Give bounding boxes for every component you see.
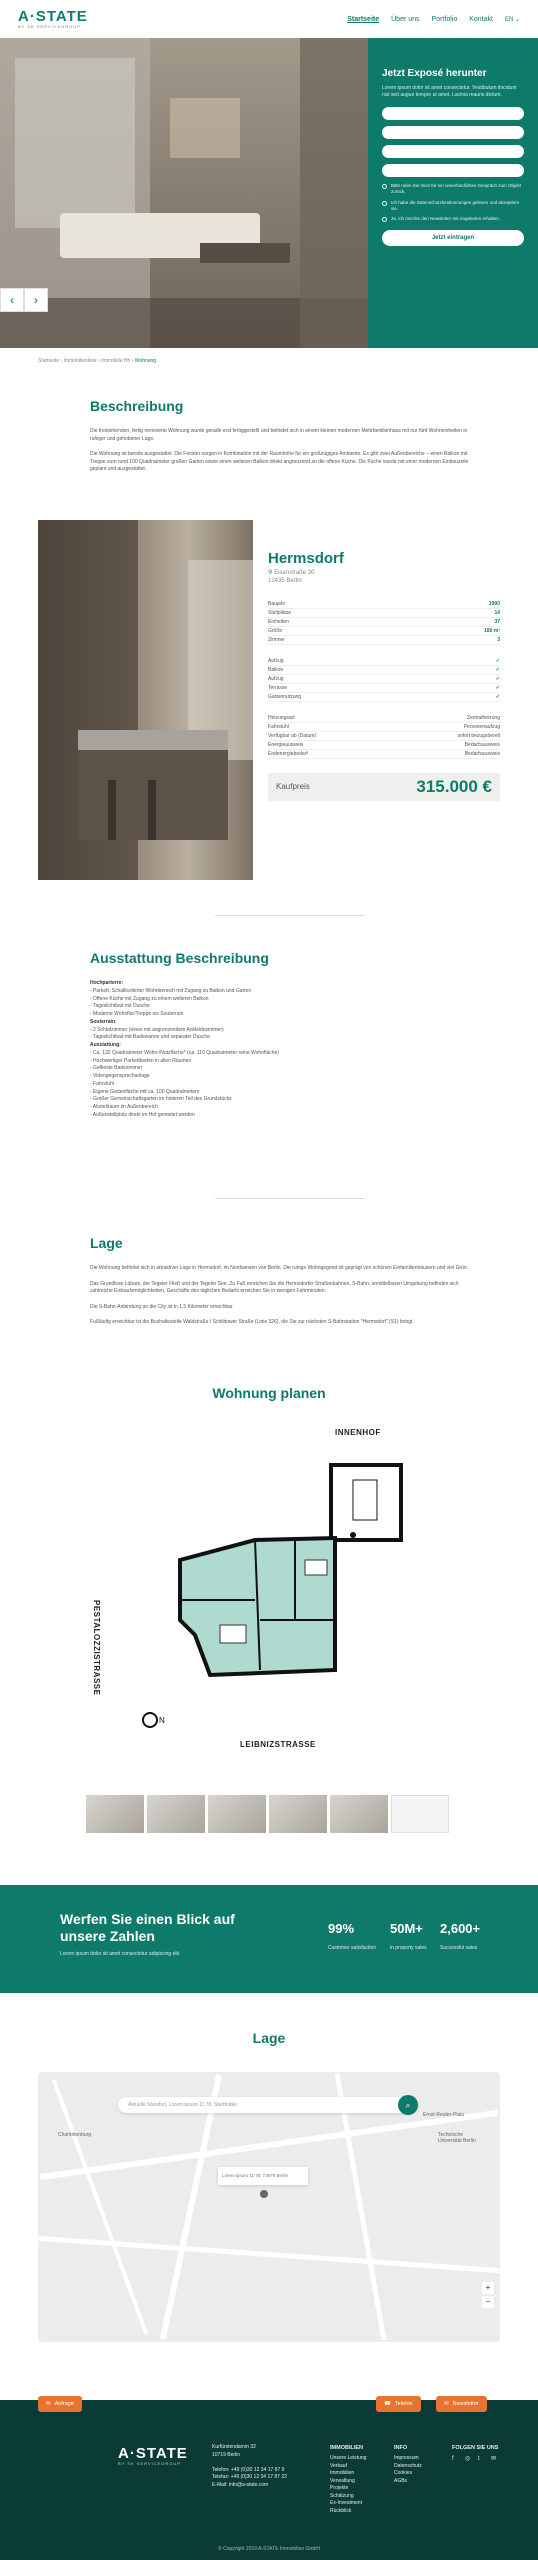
- gallery-thumb[interactable]: [391, 1795, 449, 1833]
- logo-text: A·STATE: [18, 8, 88, 25]
- lage-text: Die S-Bahn-Anbindung an die City ist in 1,5 Kilometer erreichbar.: [90, 1303, 234, 1310]
- facts-list: [268, 600, 500, 645]
- radio-icon[interactable]: [382, 184, 387, 189]
- zoom-out-icon[interactable]: −: [482, 2296, 494, 2308]
- footer-social: FOLGEN SIE UNS f ◎ t ✉: [452, 2445, 499, 2463]
- language-select[interactable]: EN ⌄: [504, 16, 520, 23]
- plan-title: Wohnung planen: [212, 1385, 326, 1401]
- fact-row: Zimmer 3: [268, 636, 500, 643]
- kitchen-illustration: [38, 520, 253, 880]
- ausstattung-section: [90, 950, 470, 1120]
- radio-icon[interactable]: [382, 201, 387, 206]
- footer-link[interactable]: Unsere Leistung: [330, 2455, 367, 2462]
- footer-link[interactable]: Impressum: [394, 2455, 419, 2462]
- lage-text: Das Grundlose Lübars, der Tegeler Fließ und der Tegeler See. Zu Fuß erreichen Sie die Hermsdorfer Straßenbahnen, S-Bahn, unmittelbaren Umgebung befinden sich zahlreiche Einkaufsmöglichkeiten, Geschäfte des täglichen Bedarfs erreichen Sie in wenigen Fahrminuten.: [90, 1280, 459, 1294]
- gallery-thumb[interactable]: [208, 1795, 266, 1833]
- map-pin-icon[interactable]: [260, 2190, 268, 2198]
- fact-row: Stellplätze 14: [268, 609, 500, 616]
- check-icon: ✓: [495, 666, 500, 673]
- phone-icon: ☎: [384, 2401, 391, 2407]
- nav-portfolio[interactable]: Portfolio: [431, 15, 458, 23]
- stat-item: 2,600+ Successful sales: [440, 1921, 481, 1951]
- map-search-input[interactable]: Aktuelle Standort, Lorem ipsum 11 78, Startfolder: [118, 2097, 418, 2113]
- gallery-thumb[interactable]: [330, 1795, 388, 1833]
- check-icon: ✓: [495, 684, 500, 691]
- beschreibung-title: Beschreibung: [90, 398, 184, 414]
- fact-row: Baujahr 1990: [268, 600, 500, 607]
- divider: [215, 1198, 365, 1199]
- image-gallery: [86, 1795, 449, 1833]
- map-place-label: Ernst-Reuter-Platz: [423, 2112, 465, 2118]
- details-list: [268, 714, 500, 759]
- site-footer: [0, 2400, 538, 2560]
- copyright: © Copyright 2019 A-STATE Immobilien GmbH: [218, 2546, 320, 2552]
- map-popup: Lorem ipsum 11 78, 73678 Berlin: [218, 2167, 308, 2185]
- beschreibung-text: Die Wohnung ist bereits ausgestattet. Die Fenster sorgen in Kombination mit der Raumhöhe für ein großzügiges Ambiente. Es gibt zwei Außenbereiche – einen Balkon mit Treppe zum rund 100 Quadratmeter großen Garten sowie einen weiteren Balkon direkt angrenzend an die offene Küche. Die Küche wurde mit einer modernen Einbauzeile geplant und ausgestattet.: [90, 451, 469, 472]
- feature-row: Balkon ✓: [268, 666, 500, 673]
- property-name: Hermsdorf: [268, 550, 344, 567]
- hero-image: [0, 38, 368, 348]
- zoom-in-icon[interactable]: +: [482, 2282, 494, 2294]
- map-place-label: Technische Universität Berlin: [438, 2132, 476, 2144]
- breadcrumb-current: Wohnung: [134, 358, 157, 364]
- footer-link[interactable]: Immobilien: [330, 2470, 355, 2477]
- mail-icon: ✉: [444, 2401, 449, 2407]
- form-field-2[interactable]: [382, 126, 524, 139]
- checkbox-newsletter[interactable]: Ja, ich möchte den Newsletter mit Angeboten erhalten.: [382, 216, 524, 222]
- fact-row: Größe 180 m²: [268, 627, 500, 634]
- location-map[interactable]: [38, 2072, 500, 2342]
- telefon-button[interactable]: ☎ Telefon: [376, 2396, 421, 2412]
- footer-link[interactable]: Rückblick: [330, 2507, 352, 2514]
- footer-link[interactable]: Verkauf: [330, 2462, 347, 2469]
- price-label: Kaufpreis: [276, 782, 310, 792]
- plan-label-bottom: LEIBNIZSTRASSE: [240, 1740, 316, 1749]
- stats-title: Werfen Sie einen Blick auf unsere Zahlen: [60, 1911, 235, 1944]
- breadcrumb-item[interactable]: Immobilie Hh: [101, 358, 131, 364]
- footer-logo[interactable]: A·STATE BY SK SERVICEGROUP: [118, 2445, 188, 2466]
- location-pin-icon: ⚲: [268, 570, 273, 576]
- mail-icon: ✉: [46, 2401, 51, 2407]
- hero: [0, 38, 538, 348]
- checkbox-callback[interactable]: Bitte rufen Sie mich für ein unverbindliches Gespräch zum Objekt zurück.: [382, 183, 524, 195]
- footer-link[interactable]: Ex-Investment: [330, 2500, 362, 2507]
- price-value: 315.000 €: [416, 776, 492, 796]
- fact-row: Einheiten 37: [268, 618, 500, 625]
- check-icon: ✓: [495, 675, 500, 682]
- property-address: ⚲ Eisenstraße 30 12435 Berlin: [268, 570, 315, 584]
- footer-link[interactable]: Verwaltung: [330, 2477, 355, 2484]
- feature-row: Gartennutzung ✓: [268, 693, 500, 700]
- search-icon[interactable]: ⌕: [398, 2095, 418, 2115]
- instagram-icon[interactable]: ◎: [465, 2456, 471, 2463]
- form-field-1[interactable]: [382, 107, 524, 120]
- lage-section: [90, 1235, 470, 1335]
- plan-label-left: PESTALOZZISTRASSE: [92, 1600, 101, 1696]
- site-header: [0, 0, 538, 38]
- facebook-icon[interactable]: f: [452, 2456, 454, 2463]
- footer-link[interactable]: Projekte: [330, 2485, 349, 2492]
- nav-kontakt[interactable]: Kontakt: [469, 15, 493, 23]
- gallery-thumb[interactable]: [269, 1795, 327, 1833]
- gallery-thumb[interactable]: [86, 1795, 144, 1833]
- beschreibung-text: Die freistehenden, fertig renovierte Wohnung wurde gerade erst fertiggestellt und befindet sich in einem kleinen modernen Mehrfamilienhaus mit nur fünf Wohneinheiten in ruhiger und gehobener Lage.: [90, 428, 468, 442]
- divider: [215, 915, 365, 916]
- gallery-thumb[interactable]: [147, 1795, 205, 1833]
- feature-row: Aufzug ✓: [268, 657, 500, 664]
- footer-link[interactable]: Schätzung: [330, 2492, 354, 2499]
- logo-subtext: BY SK SERVICEGROUP: [18, 24, 81, 29]
- prev-arrow-icon[interactable]: ‹: [0, 288, 24, 312]
- newsletter-button[interactable]: ✉ Newsletter: [436, 2396, 487, 2412]
- plan-label-top: INNENHOF: [335, 1428, 381, 1437]
- breadcrumb-item[interactable]: Immobilienliste: [63, 358, 97, 364]
- detail-row: Verfügbar ab (Datum) sofort bezugsbereit: [268, 732, 500, 739]
- detail-row: Fahrstuhl Personenaufzug: [268, 723, 500, 730]
- breadcrumb-item[interactable]: Startseite: [38, 358, 60, 364]
- feature-row: Aufzug ✓: [268, 675, 500, 682]
- footer-col-immobilien: IMMOBILIEN Unsere Leistung Verkauf Immobilien Verwaltung Projekte Schätzung Ex-Investment Rückblick: [330, 2445, 367, 2514]
- mail-icon[interactable]: ✉: [491, 2456, 497, 2463]
- footer-link[interactable]: AGBs: [394, 2477, 408, 2484]
- stats-subtitle: Lorem ipsum dolor sit amet consectetur adipiscing elit.: [60, 1951, 181, 1957]
- feature-row: Terrasse ✓: [268, 684, 500, 691]
- property-image: [38, 520, 253, 880]
- property-info: [268, 550, 500, 801]
- lage-text: Fußläufig erreichbar ist die Bushaltestelle Waldstraße / Schildower Straße (Linie 326), die Sie zur nächsten S-Bahnstation "Hermsdorf" (S1) bringt.: [90, 1319, 414, 1325]
- hero-room-illustration: [0, 38, 368, 348]
- twitter-icon[interactable]: t: [478, 2456, 480, 2463]
- form-field-3[interactable]: [382, 145, 524, 158]
- footer-link[interactable]: Datenschutz: [394, 2462, 422, 2469]
- beschreibung-section: [90, 398, 470, 482]
- lage-title: Lage: [90, 1235, 123, 1251]
- hero-slider-controls: [0, 288, 48, 312]
- anfrage-button[interactable]: ✉ Anfrage: [38, 2396, 82, 2412]
- svg-text:N: N: [159, 1716, 165, 1725]
- detail-row: Heizungsart Zentralheizung: [268, 714, 500, 721]
- footer-address: Kurfürstendamm 32 10719 Berlin Telefon: +49 (0)30 12 34 17 87 9 Telefax: +49 (0)30 12 34 17 87 22 E-Mail: info@a-state.com: [212, 2444, 287, 2488]
- radio-icon[interactable]: [382, 217, 387, 222]
- map-zoom-controls: [482, 2282, 494, 2308]
- ausstattung-list: Hochparterre: - Parkett, Schallisolierter Wohnbereich mit Zugang zu Balkon und Garten - Offene Küche mit Zugang zu einem weiteren Balkon - Tageslichtbad mit Dusche - Moderne Wohnflur/Treppe ins Souterrain Souterrain: - 2 Schlafzimmer (eines mit angrenzendem Ankleidezimmer) - Tageslichtbad mit Badewanne und separater Dusche Ausstattung: - Ca. 132 Quadratmeter Wohn-/Nutzfläche* (ca. 110 Quadratmeter reine Wohnfläche) - Hochwertiger Parkettboden in allen Räumen - Geflieste Badezimmer - Videogegensprechanlage - Fahrstuhl - Eigene Gartenfläche mit ca. 100 Quadratmetern - Großer Gemeinschaftsgarten im hinteren Teil des Grundstücks - Abstellraum im Außenbereich - Außenstellplatz direkt im Hof gemietet werden: [90, 980, 279, 1118]
- floor-plan-drawing: [135, 1420, 425, 1730]
- features-list: [268, 657, 500, 702]
- map-title: Lage: [252, 2030, 286, 2046]
- next-arrow-icon[interactable]: ›: [24, 288, 48, 312]
- form-field-4[interactable]: [382, 164, 524, 177]
- stats-banner: [0, 1885, 538, 1993]
- footer-col-info: INFO Impressum Datenschutz Cookies AGBs: [394, 2445, 422, 2484]
- expose-form-text: Lorem ipsum dolor sit amet consectetur. Vestibulum tincidunt nisl sed augue tempor ut amet. Lacinia mauris dictum.: [382, 85, 517, 98]
- expose-form-title: Jetzt Exposé herunter: [382, 68, 487, 79]
- expose-form: [368, 38, 538, 348]
- nav-ueber-uns[interactable]: Über uns: [391, 15, 420, 23]
- logo[interactable]: [18, 9, 88, 29]
- checkbox-privacy[interactable]: Ich habe die Datenschutzbestimmungen gelesen und akzeptiere sie.: [382, 200, 524, 212]
- ausstattung-title: Ausstattung Beschreibung: [90, 950, 269, 966]
- price-box: [268, 773, 500, 801]
- map-place-label: Charlottenburg: [58, 2132, 92, 2138]
- check-icon: ✓: [495, 693, 500, 700]
- breadcrumb: Startseite › Immobilienliste › Immobilie Hh › Wohnung: [38, 358, 157, 364]
- floor-plan: [92, 1420, 425, 1770]
- detail-row: Endenergiebedarf Bedarfsausweis: [268, 750, 500, 757]
- stat-item: 50M+ in property sales: [390, 1921, 427, 1951]
- check-icon: ✓: [495, 657, 500, 664]
- submit-button[interactable]: Jetzt eintragen: [382, 230, 524, 246]
- stat-item: 99% Customer satisfaction: [328, 1921, 377, 1951]
- lage-text: Die Wohnung befindet sich in attraktiver Lage in Hermsdorf, im Nordwesten von Berlin. Die ruhige Wohngegend ist geprägt von schönen Einfamilienhäusern und viel Grün.: [90, 1265, 469, 1271]
- nav-startseite[interactable]: Startseite: [347, 15, 380, 23]
- detail-row: Energieausweis Bedarfsausweis: [268, 741, 500, 748]
- main-nav: [347, 16, 493, 23]
- footer-link[interactable]: Cookies: [394, 2470, 413, 2477]
- property-card: [38, 520, 500, 880]
